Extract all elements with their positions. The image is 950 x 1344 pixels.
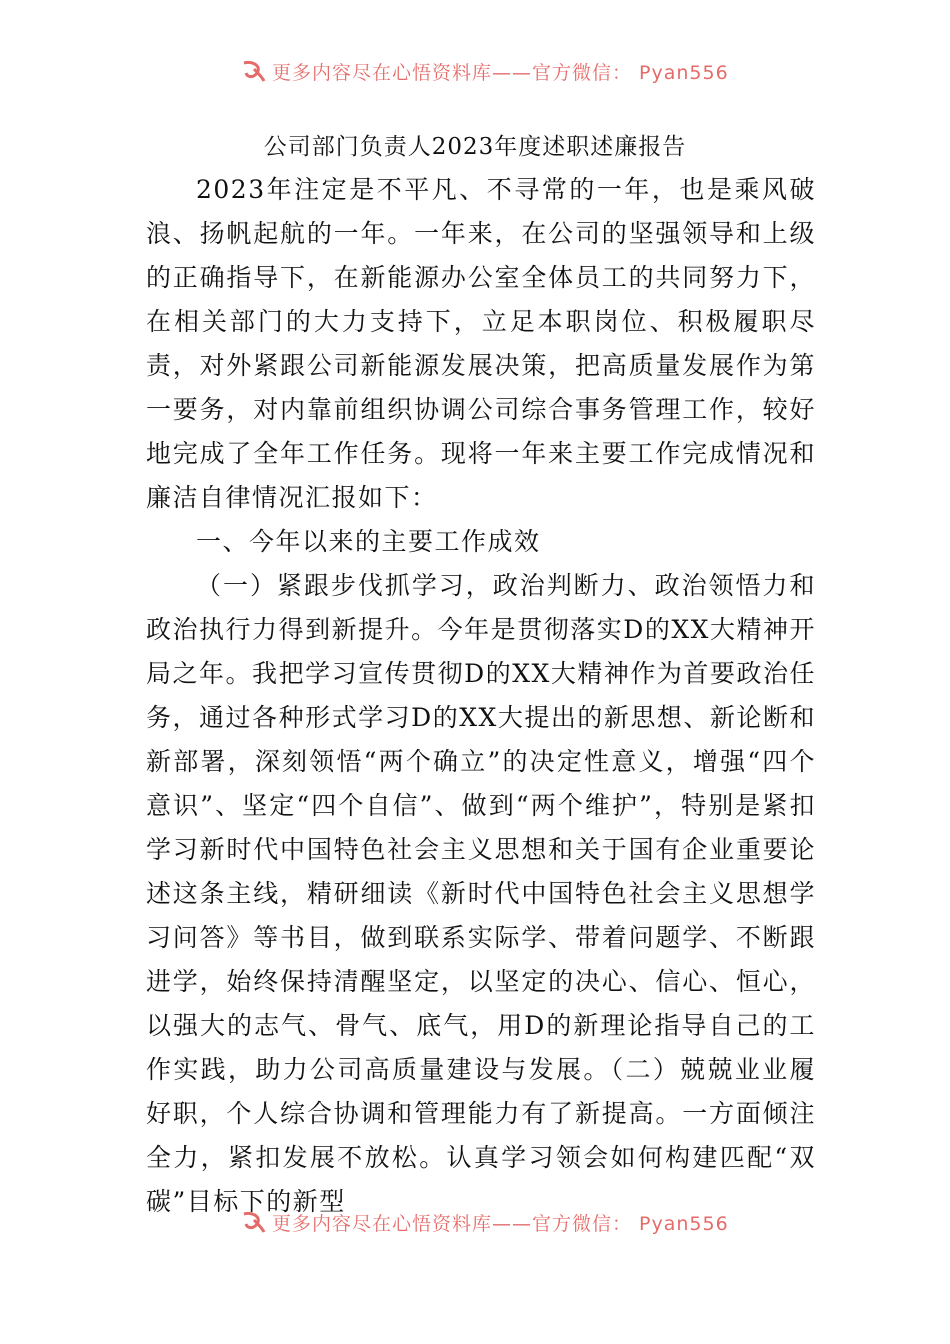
logo-icon: [240, 1210, 266, 1234]
watermark-text: 更多内容尽在心悟资料库——官方微信： Pyan556: [272, 61, 729, 84]
watermark-text: 更多内容尽在心悟资料库——官方微信： Pyan556: [272, 1212, 729, 1235]
watermark-header: [240, 56, 729, 86]
section-heading: 一、今年以来的主要工作成效: [196, 527, 541, 556]
watermark-footer: [240, 1207, 729, 1237]
document-body: [146, 168, 816, 1224]
logo-icon: [240, 59, 266, 83]
paragraph-intro: 2023年注定是不平凡、不寻常的一年，也是乘风破浪、扬帆起航的一年。一年来，在公司的坚强领导和上级的正确指导下，在新能源办公室全体员工的共同努力下，在相关部门的大力支持下，立足本职岗位、积极履职尽责，对外紧跟公司新能源发展决策，把高质量发展作为第一要务，对内靠前组织协调公司综合事务管理工作，较好地完成了全年工作任务。现将一年来主要工作完成情况和廉洁自律情况汇报如下：: [146, 175, 816, 512]
paragraph-section-1: （一）紧跟步伐抓学习，政治判断力、政治领悟力和政治执行力得到新提升。今年是贯彻落实D的XX大精神开局之年。我把学习宣传贯彻D的XX大精神作为首要政治任务，通过各种形式学习D的XX大提出的新思想、新论断和新部署，深刻领悟“两个确立”的决定性意义，增强“四个意识”、坚定“四个自信”、做到“两个维护”，特别是紧扣学习新时代中国特色社会主义思想和关于国有企业重要论述这条主线，精研细读《新时代中国特色社会主义思想学习问答》等书目，做到联系实际学、带着问题学、不断跟进学，始终保持清醒坚定，以坚定的决心、信心、恒心，以强大的志气、骨气、底气，用D的新理论指导自己的工作实践，助力公司高质量建设与发展。（二）兢兢业业履好职，个人综合协调和管理能力有了新提高。一方面倾注全力，紧扣发展不放松。认真学习领会如何构建匹配“双碳”目标下的新型: [146, 571, 816, 1216]
document-title: 公司部门负责人2023年度述职述廉报告: [263, 134, 687, 160]
